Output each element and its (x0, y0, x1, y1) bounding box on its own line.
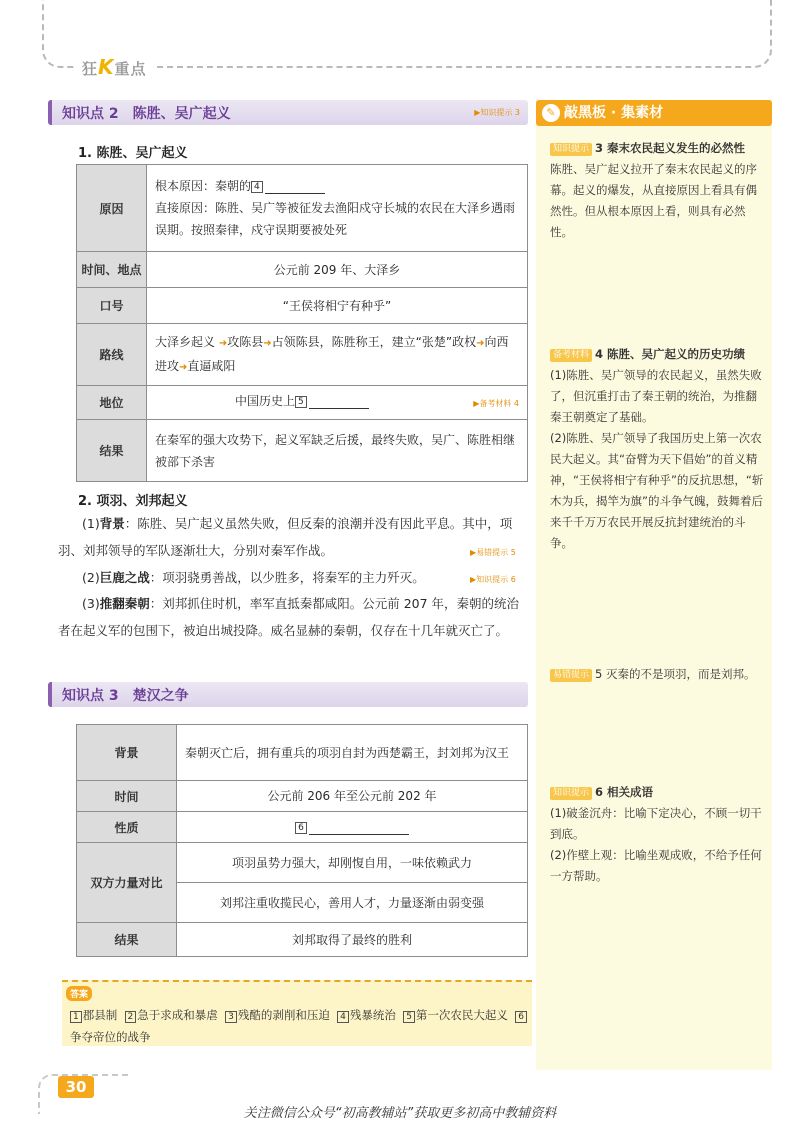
row-head-result: 结果 (77, 923, 177, 957)
row-route: 大泽乡起义 ➜攻陈县➜占领陈县，陈胜称王，建立“张楚”政权➜向西进攻➜直逼咸阳 (147, 324, 528, 386)
section-header-3 (48, 682, 528, 707)
blank-number: 6 (295, 822, 307, 834)
arrow-icon: ➜ (179, 361, 188, 373)
row-head-time: 时间 (77, 781, 177, 812)
row-head-time: 时间、地点 (77, 252, 147, 288)
row-result: 在秦军的强大攻势下，起义军缺乏后援，最终失败，吴广、陈胜相继被部下杀害 (147, 420, 528, 482)
row-head-cause: 原因 (77, 165, 147, 252)
row-power-liubang: 刘邦注重收揽民心，善用人才，力量逐渐由弱变强 (177, 883, 528, 923)
note-tag: 知识提示 (550, 143, 592, 156)
answer-box (62, 980, 532, 1046)
paragraph-overthrow: (3)推翻秦朝：刘邦抓住时机，率军直抵秦都咸阳。公元前 207 年，秦朝的统治者在起义军的包围下，被迫出城投降。威名显赫的秦朝，仅存在十几年就灭亡了。 (58, 596, 520, 638)
note-tag: 备考材料 (550, 349, 592, 362)
knowledge-hint-tag: ▶知识提示 3 (474, 108, 520, 117)
note-5: 易错提示 5 灭秦的不是项羽，而是刘邦。 (550, 664, 766, 685)
blank-number: 4 (251, 181, 263, 193)
answer-list (70, 1004, 530, 1048)
chu-han-table (76, 724, 528, 957)
row-head-route: 路线 (77, 324, 147, 386)
note-4: 备考材料 4 陈胜、吴广起义的历史功绩 (1)陈胜、吴广领导的农民起义，虽然失败了，但沉重打击了秦王朝的统治，为推翻秦王朝奠定了基础。 (2)陈胜、吴广领导了我国历史上第一次农民大起义。其“奋臂为天下倡始”的首义精神，“王侯将相宁有种乎”的反抗思想，“斩木为兵，揭竿为旗”的斗争气魄，鼓舞着后来千千万万农民开展反抗封建统治的斗争。 (550, 347, 764, 550)
row-result: 刘邦取得了最终的胜利 (177, 923, 528, 957)
error-hint-tag: ▶易错提示 5 (470, 548, 516, 557)
lightbulb-icon: ✎ (542, 104, 560, 122)
answer-item: 6争夺帝位的战争 (70, 1008, 528, 1044)
section-title: 知识点 2 陈胜、吴广起义 (62, 106, 231, 122)
row-head-slogan: 口号 (77, 288, 147, 324)
row-status: ▶备考材料 4 中国历史上 5 (147, 386, 528, 420)
section-title: 知识点 3 楚汉之争 (62, 688, 189, 704)
row-head-nature: 性质 (77, 812, 177, 843)
answer-label: 答案 (66, 986, 92, 1001)
row-cause: 根本原因：秦朝的 4 直接原因：陈胜、吴广等被征发去渔阳戍守长城的农民在大泽乡遇雨误期。按照秦律，戍守误期要被处死 (147, 165, 528, 252)
uprising-table (76, 164, 528, 482)
row-nature (177, 812, 528, 843)
arrow-icon: ➜ (476, 337, 485, 349)
sidebar-header: ✎ 敲黑板 · 集素材 (536, 100, 772, 126)
row-power-xiangyu: 项羽虽势力强大，却刚愎自用，一味依赖武力 (177, 843, 528, 883)
page-number: 30 (58, 1076, 94, 1098)
paragraph-julu: (2)巨鹿之战：项羽骁勇善战，以少胜多，将秦军的主力歼灭。 (82, 570, 425, 585)
row-time: 公元前 209 年、大泽乡 (147, 252, 528, 288)
answer-item: 1 郡县制 (70, 1008, 117, 1022)
footer-note: 关注微信公众号“初高教辅站”获取更多初高中教辅资料 (243, 1106, 557, 1121)
sidebar-notes (536, 100, 772, 1070)
answer-item: 5 第一次农民大起义 (403, 1008, 508, 1022)
arrow-icon: ➜ (218, 337, 228, 349)
arrow-icon: ➜ (263, 337, 272, 349)
paragraph-background: (1)背景：陈胜、吴广起义虽然失败，但反秦的浪潮并没有因此平息。其中，项羽、刘邦领导的军队逐渐壮大，分别对秦军作战。 (58, 516, 513, 558)
note-3: 知识提示 3 秦末农民起义发生的必然性 陈胜、吴广起义拉开了秦末农民起义的序幕。起义的爆发，从直接原因上看具有偶然性。但从根本原因上看，则具有必然性。 (550, 141, 757, 239)
row-head-background: 背景 (77, 725, 177, 781)
row-head-status: 地位 (77, 386, 147, 420)
note-tag: 易错提示 (550, 669, 592, 682)
row-head-power: 双方力量对比 (77, 843, 177, 923)
answer-item: 3 残酷的剥削和压迫 (225, 1008, 330, 1022)
knowledge-hint-tag: ▶知识提示 6 (470, 575, 516, 584)
exam-material-tag: ▶备考材料 4 (473, 399, 519, 408)
row-time: 公元前 206 年至公元前 202 年 (177, 781, 528, 812)
answer-item: 4 残暴统治 (337, 1008, 396, 1022)
subsection-title: 2. 项羽、刘邦起义 (78, 494, 188, 509)
answer-item: 2 急于求成和暴虐 (125, 1008, 218, 1022)
note-6: 知识提示 6 相关成语 (1)破釜沉舟：比喻下定决心，不顾一切干到底。 (2)作壁上观：比喻坐观成败，不给予任何一方帮助。 (550, 785, 762, 883)
subsection-title: 1. 陈胜、吴广起义 (78, 146, 188, 161)
section-header-2 (48, 100, 528, 125)
header-logo: 狂K重点 (76, 54, 153, 80)
note-tag: 知识提示 (550, 787, 592, 800)
blank-number: 5 (295, 396, 307, 408)
row-head-result: 结果 (77, 420, 147, 482)
row-background: 秦朝灭亡后，拥有重兵的项羽自封为西楚霸王，封刘邦为汉王 (177, 725, 528, 781)
row-slogan: “王侯将相宁有种乎” (147, 288, 528, 324)
